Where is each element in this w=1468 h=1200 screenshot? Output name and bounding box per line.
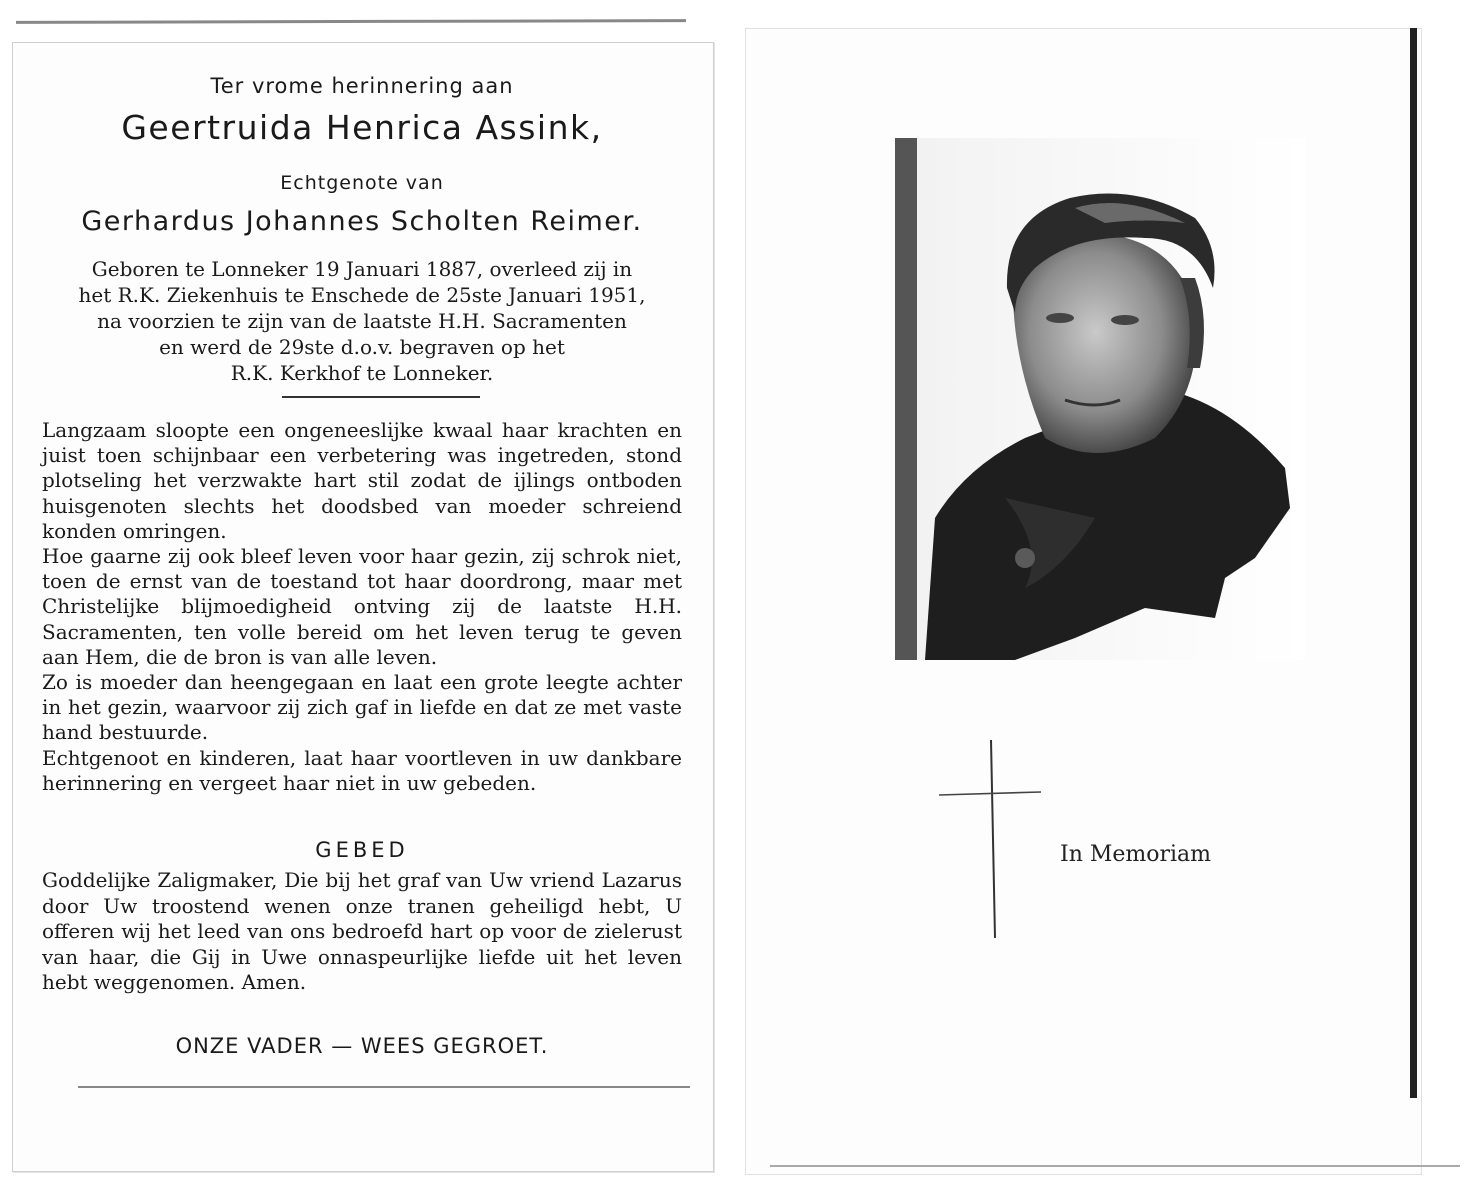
prayer-text: Goddelijke Zaligmaker, Die bij het graf van Uw vriend Lazarus door Uw troostend wenen onze tranen geheiligd hebt, U offeren wij het leed van ons bedroefd hart op voor de zielerust van haar, die Gij in Uwe onnaspeurlijke liefde uit het leven hebt weggenomen. Amen. [42, 868, 682, 994]
birth-death-details [42, 256, 682, 386]
card-edge-shadow [1410, 28, 1417, 1098]
memorial-text [42, 418, 682, 796]
in-memoriam-label: In Memoriam [1060, 842, 1212, 867]
cross-icon [935, 740, 1045, 940]
memorial-paragraph: Hoe gaarne zij ook bleef leven voor haar gezin, zij schrok niet, toen de ernst van de toestand tot haar doordrong, maar met Christelijke blijmoedigheid ontving zij de laatste H.H. Sacramenten, ten volle bereid om het leven terug te geven aan Hem, die de bron is van alle leven. [42, 544, 682, 669]
birth-line: het R.K. Ziekenhuis te Enschede de 25ste Januari 1951, [78, 283, 646, 307]
bottom-rule [78, 1086, 690, 1088]
birth-line: R.K. Kerkhof te Lonneker. [230, 361, 494, 385]
birth-line: en werd de 29ste d.o.v. begraven op het [159, 335, 565, 359]
card-bottom-edge [770, 1165, 1460, 1167]
portrait-photo [895, 138, 1305, 660]
closing-prayers: ONZE VADER — WEES GEGROET. [175, 1034, 549, 1058]
birth-line: Geboren te Lonneker 19 Januari 1887, overleed zij in [91, 257, 633, 281]
prayer-title: GEBED [315, 838, 409, 862]
card-top-edge [16, 19, 686, 24]
memorial-paragraph: Langzaam sloopte een ongeneeslijke kwaal haar krachten en juist toen schijnbaar een verbetering was ingetreden, stond plotseling het verzwakte hart stil zodat de ijlings ontboden huisgenoten slechts het doodsbed van moeder schreiend konden omringen. [42, 418, 682, 543]
section-divider [282, 396, 480, 398]
portrait-photo-image [895, 138, 1305, 660]
deceased-name: Geertruida Henrica Assink, [121, 108, 603, 147]
memorial-paragraph: Zo is moeder dan heengegaan en laat een grote leegte achter in het gezin, waarvoor zij zich gaf in liefde en dat ze met vaste hand bestuurde. [42, 670, 682, 745]
spouse-name: Gerhardus Johannes Scholten Reimer. [81, 206, 643, 237]
intro-line: Ter vrome herinnering aan [210, 74, 514, 98]
spouse-intro: Echtgenote van [280, 172, 444, 194]
memorial-paragraph: Echtgenoot en kinderen, laat haar voortleven in uw dankbare herinnering en vergeet haar niet in uw gebeden. [42, 745, 682, 795]
birth-line: na voorzien te zijn van de laatste H.H. Sacramenten [97, 309, 627, 333]
